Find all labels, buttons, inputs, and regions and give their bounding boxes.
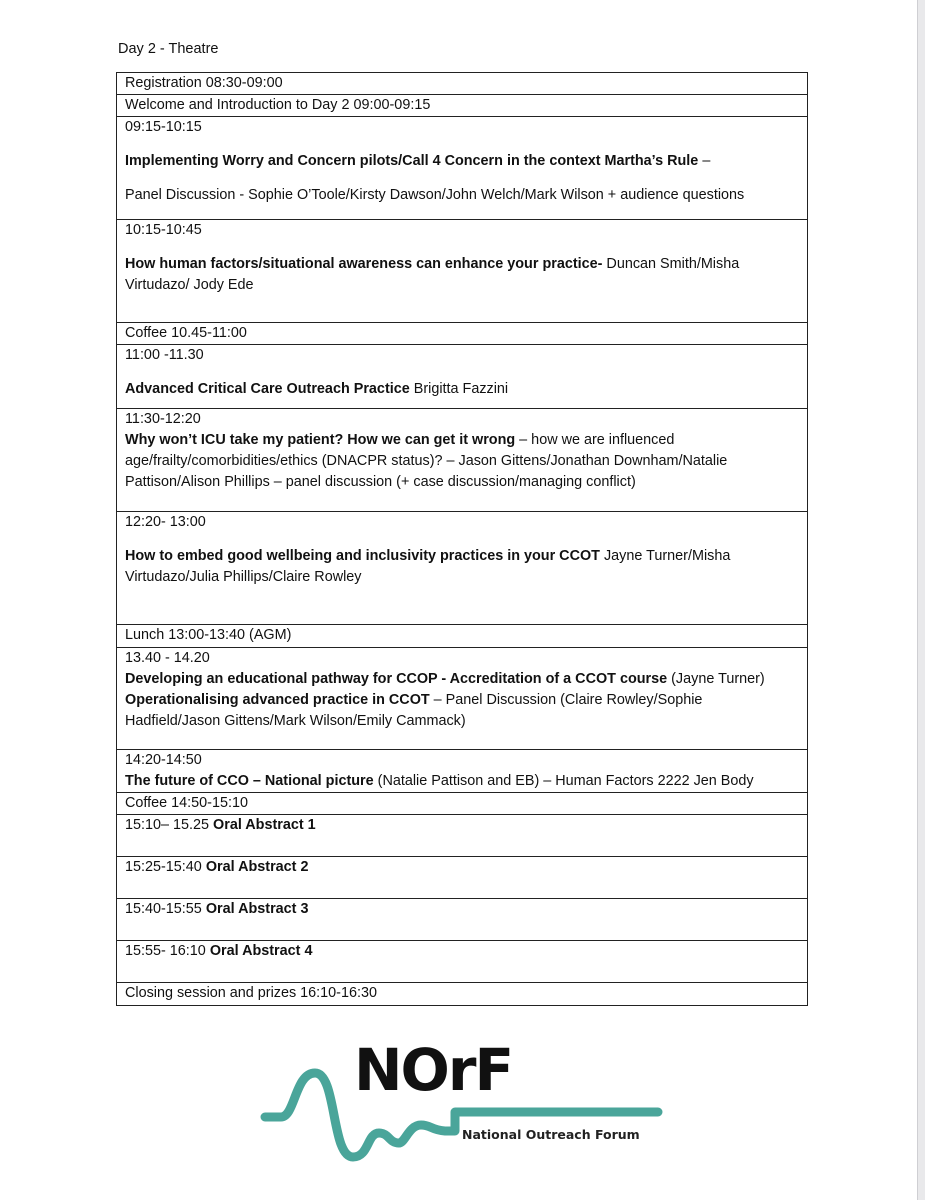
norf-logo (255, 1035, 675, 1175)
session-time: 13.40 - 14.20 (125, 650, 210, 666)
session-cell (117, 117, 808, 220)
table-row (117, 857, 808, 899)
session-time: 14:20-14:50 (125, 752, 202, 768)
registration-cell: Registration 08:30-09:00 (117, 73, 808, 95)
coffee-cell: Coffee 10.45-11:00 (117, 323, 808, 345)
table-row (117, 73, 808, 95)
session-description (125, 546, 799, 588)
table-row (117, 625, 808, 648)
session-cell (117, 345, 808, 409)
abstract-title: Oral Abstract 2 (205, 859, 309, 875)
session-details: (Natalie Pattison and EB) – Human Factors 2222 Jen Body (373, 773, 754, 789)
session-cell (117, 409, 808, 512)
session-title: The future of CCO – National picture (125, 773, 374, 789)
welcome-cell: Welcome and Introduction to Day 2 09:00-09:15 (117, 95, 808, 117)
abstract-time: 15:40-15:55 (125, 901, 206, 917)
coffee-cell: Coffee 14:50-15:10 (117, 793, 808, 815)
session-description (125, 771, 799, 792)
session-title: Operationalising advanced practice in CCOT (125, 692, 430, 708)
abstract-cell (117, 941, 808, 983)
abstract-title: Oral Abstract 3 (205, 901, 309, 917)
session-details: – how we are influenced age/frailty/comorbidities/ethics (DNACPR status)? – Jason Gittens/Jonathan Downham/Natalie Pattison/Alison Phillips – panel discussion (+ case discussion/managing conflict) (125, 432, 728, 490)
session-title: Implementing Worry and Concern pilots/Call 4 Concern in the context Martha’s Rule (125, 153, 699, 169)
abstract-cell (117, 857, 808, 899)
session-title: How to embed good wellbeing and inclusivity practices in your CCOT (125, 548, 600, 564)
table-row (117, 220, 808, 323)
session-title-tail: – (698, 153, 711, 169)
abstract-time: 15:10– 15.25 (125, 817, 214, 833)
session-description (125, 379, 799, 400)
abstract-title: Oral Abstract 1 (213, 817, 316, 833)
abstract-cell (117, 899, 808, 941)
session-cell (117, 750, 808, 793)
session-description (125, 690, 799, 732)
table-row (117, 409, 808, 512)
table-row (117, 323, 808, 345)
logo-title: NOrF (354, 1036, 513, 1104)
abstract-cell (117, 815, 808, 857)
abstract-time: 15:25-15:40 (125, 859, 206, 875)
session-time: 12:20- 13:00 (125, 514, 206, 530)
session-description (125, 254, 799, 296)
table-row (117, 648, 808, 750)
session-time: 09:15-10:15 (125, 119, 202, 135)
closing-cell: Closing session and prizes 16:10-16:30 (117, 983, 808, 1006)
session-cell (117, 220, 808, 323)
session-time: 10:15-10:45 (125, 222, 202, 238)
session-speakers: (Jayne Turner) (667, 671, 765, 687)
session-speakers: Duncan Smith/Misha Virtudazo/ Jody Ede (125, 256, 740, 293)
table-row (117, 345, 808, 409)
session-speakers: – Panel Discussion (Claire Rowley/Sophie Hadfield/Jason Gittens/Mark Wilson/Emily Cammack) (125, 692, 703, 729)
session-title: Developing an educational pathway for CCOP - Accreditation of a CCOT course (125, 671, 668, 687)
session-time: 11:30-12:20 (125, 411, 201, 427)
table-row (117, 815, 808, 857)
logo-subtitle: National Outreach Forum (462, 1127, 640, 1142)
session-title: How human factors/situational awareness can enhance your practice- (125, 256, 603, 272)
abstract-title: Oral Abstract 4 (209, 943, 313, 959)
session-title: Why won’t ICU take my patient? How we can get it wrong (125, 432, 516, 448)
session-description (125, 669, 799, 690)
abstract-time: 15:55- 16:10 (125, 943, 210, 959)
table-row (117, 117, 808, 220)
table-row (117, 512, 808, 625)
session-detail: Panel Discussion - Sophie O’Toole/Kirsty Dawson/John Welch/Mark Wilson + audience questions (125, 187, 745, 203)
session-cell (117, 512, 808, 625)
table-row (117, 899, 808, 941)
table-row (117, 95, 808, 117)
table-row (117, 941, 808, 983)
table-row (117, 983, 808, 1006)
table-row (117, 793, 808, 815)
page-heading: Day 2 - Theatre (118, 41, 219, 57)
session-title: Advanced Critical Care Outreach Practice (125, 381, 410, 397)
session-cell (117, 648, 808, 750)
session-description (125, 430, 799, 493)
session-speakers: Brigitta Fazzini (409, 381, 509, 397)
session-title-line (125, 151, 799, 172)
table-row (117, 750, 808, 793)
session-speakers: Jayne Turner/Misha Virtudazo/Julia Phillips/Claire Rowley (125, 548, 731, 585)
lunch-cell: Lunch 13:00-13:40 (AGM) (117, 625, 808, 648)
agenda-table (116, 72, 808, 1006)
session-time: 11:00 -11.30 (125, 347, 204, 363)
